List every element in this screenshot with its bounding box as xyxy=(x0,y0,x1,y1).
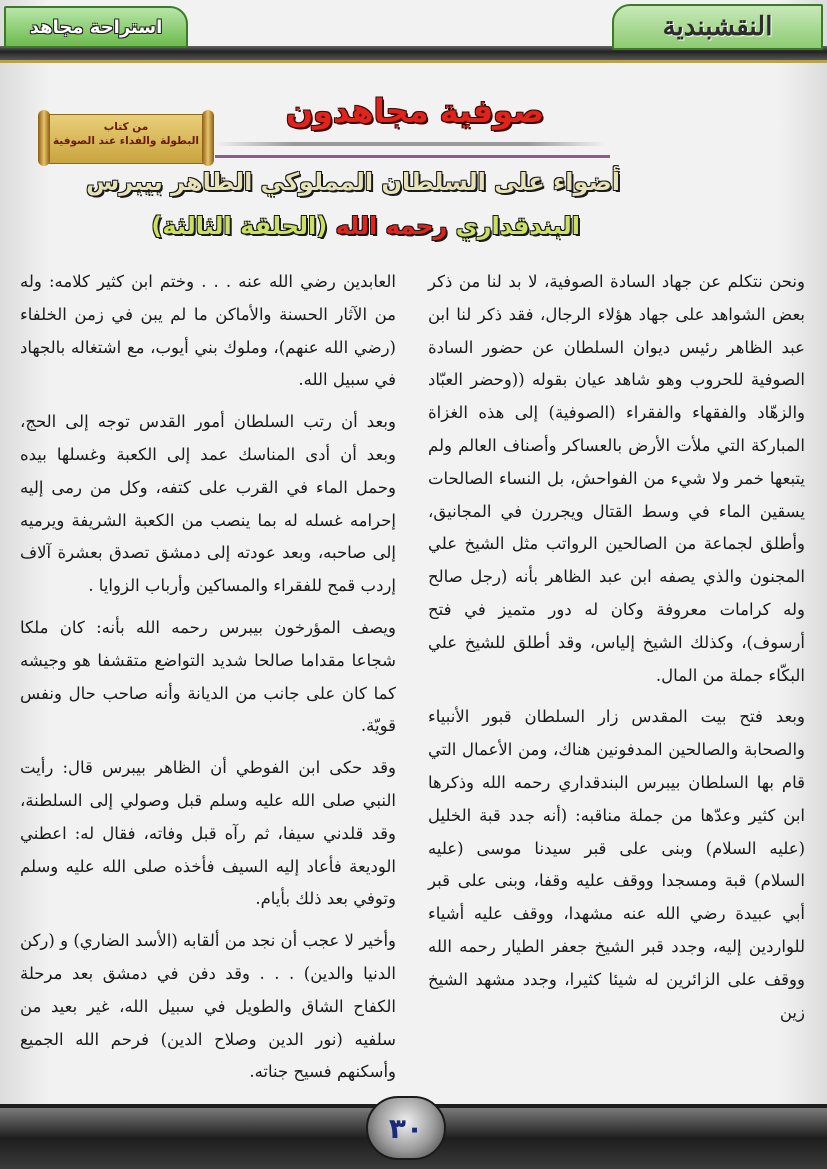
subtitle-honorific: رحمه الله xyxy=(335,212,448,240)
paragraph: العابدين رضي الله عنه . . . وختم ابن كثير كلامه: وله من الآثار الحسنة والأماكن ما لم يبن في زمن الخلفاء (رضي الله عنهم)، وملوك بني أيوب، مع اشتغاله بالجهاد في سبيل الله. xyxy=(20,272,396,390)
article-subtitle-line-1: أضواء على السلطان المملوكي الظاهر بيبرس xyxy=(86,168,620,196)
subtitle-divider xyxy=(215,155,610,158)
paragraph: وبعد فتح بيت المقدس زار السلطان قبور الأنبياء والصحابة والصالحين المدفونين هناك، ومن الأعمال التي قام بها السلطان بيبرس البندقداري رحمه الله وذكرها ابن كثير وعدّها من جملة مناقبه: (أنه جدد قبة الخليل (عليه السلام) وبنى على قبر سيدنا موسى (عليه السلام) قبة ومسجدا ووقف عليه وقفا، وبنى على قبر أبي عبيدة رضي الله عنه مشهدا، ووقف عليه أشياء للواردين إليه، وجدد قبر الشيخ جعفر الطيار رحمه الله ووقف على الزائرين له شيئا كثيرا، وجدد مشهد الشيخ زين xyxy=(428,707,805,1022)
article-column-right xyxy=(428,266,805,1038)
page-number: ٣٠ xyxy=(366,1096,446,1160)
article-subtitle-line-2 xyxy=(151,212,580,240)
scroll-roll-left xyxy=(38,110,50,166)
magazine-name: النقشبندية xyxy=(612,4,823,50)
paragraph: ويصف المؤرخون بيبرس رحمه الله بأنه: كان ملكا شجاعا مقداما صالحا شديد التواضع متقشفا هو وجيشه كما كان على جانب من الديانة وأنه صاحب حال ونفس قويّة. xyxy=(20,617,396,736)
paragraph: وأخير لا عجب أن نجد من ألقابه (الأسد الضاري) و (ركن الدنيا والدين) . . . وقد دفن في دمشق بعد مرحلة الكفاح الشاق والطويل في سبيل الله، غير بعيد من سلفيه (نور الدين وصلاح الدين) فرحم الله الجميع وأسكنهم فسيح جناته. xyxy=(20,931,396,1082)
title-divider xyxy=(215,142,605,146)
subtitle-name: البندقداري xyxy=(455,212,580,240)
scroll-line-1: من كتاب xyxy=(103,121,149,133)
paragraph: وبعد أن رتب السلطان أمور القدس توجه إلى الحج، وبعد أن أدى المناسك عمد إلى الكعبة وغسلها بيده وحمل الماء في القرب على كتفه، وكل من رمى إليه إحرامه غسله له بما ينصب من الكعبة الشريفة ويرميه إلى صاحبه، وبعد عودته إلى دمشق تصدق بعشرة آلاف إردب قمح للفقراء والمساكين وأرباب الزوايا . xyxy=(20,412,396,596)
article-column-left xyxy=(20,266,396,1098)
scroll-line-2: البطولة والفداء عند الصوفية xyxy=(52,135,200,147)
source-scroll xyxy=(38,110,214,166)
scroll-roll-right xyxy=(202,110,214,166)
header-gold-line xyxy=(0,60,827,63)
paragraph: ونحن نتكلم عن جهاد السادة الصوفية، لا بد لنا من ذكر بعض الشواهد على جهاد هؤلاء الرجال، فقد ذكر لنا ابن عبد الظاهر رئيس ديوان السلطان عن حضور السادة الصوفية للحروب وهو شاهد عيان بقوله ((وحضر العبّاد والزهّاد والفقهاء والفقراء (الصوفية) إلى هذه الغزاة المباركة التي ملأت الأرض بالعساكر وأصناف العالم ولم يتبعها خمر ولا شيء من الفواحش، بل النساء الصالحات يسقين الماء في وسط القتال ويجررن في المجانيق، وأطلق لجماعة من الصالحين الرواتب مثل الشيخ علي المجنون والذي يصفه ابن عبد الظاهر بأنه (رجل صالح وله كرامات معروفة وكان له دور متميز في فتح أرسوف)، وكذلك الشيخ إلياس، وقد أطلق للشيخ علي البكّاء جملة من المال. xyxy=(428,272,805,685)
article-title: صوفية مجاهدون xyxy=(285,92,545,130)
section-tab: استراحة مجاهد xyxy=(4,6,188,48)
scroll-text xyxy=(52,120,200,148)
subtitle-episode: (الحلقة الثالثة) xyxy=(151,212,328,240)
paragraph: وقد حكى ابن الفوطي أن الظاهر بيبرس قال: رأيت النبي صلى الله عليه وسلم قبل وصولي إلى السلطنة، وقد قلدني سيفا، ثم رآه قبل وفاته، فقال له: اعطني الوديعة فأعاد إليه السيف فأخذه صلى الله عليه وسلم وتوفي بعد ذلك بأيام. xyxy=(20,758,396,909)
